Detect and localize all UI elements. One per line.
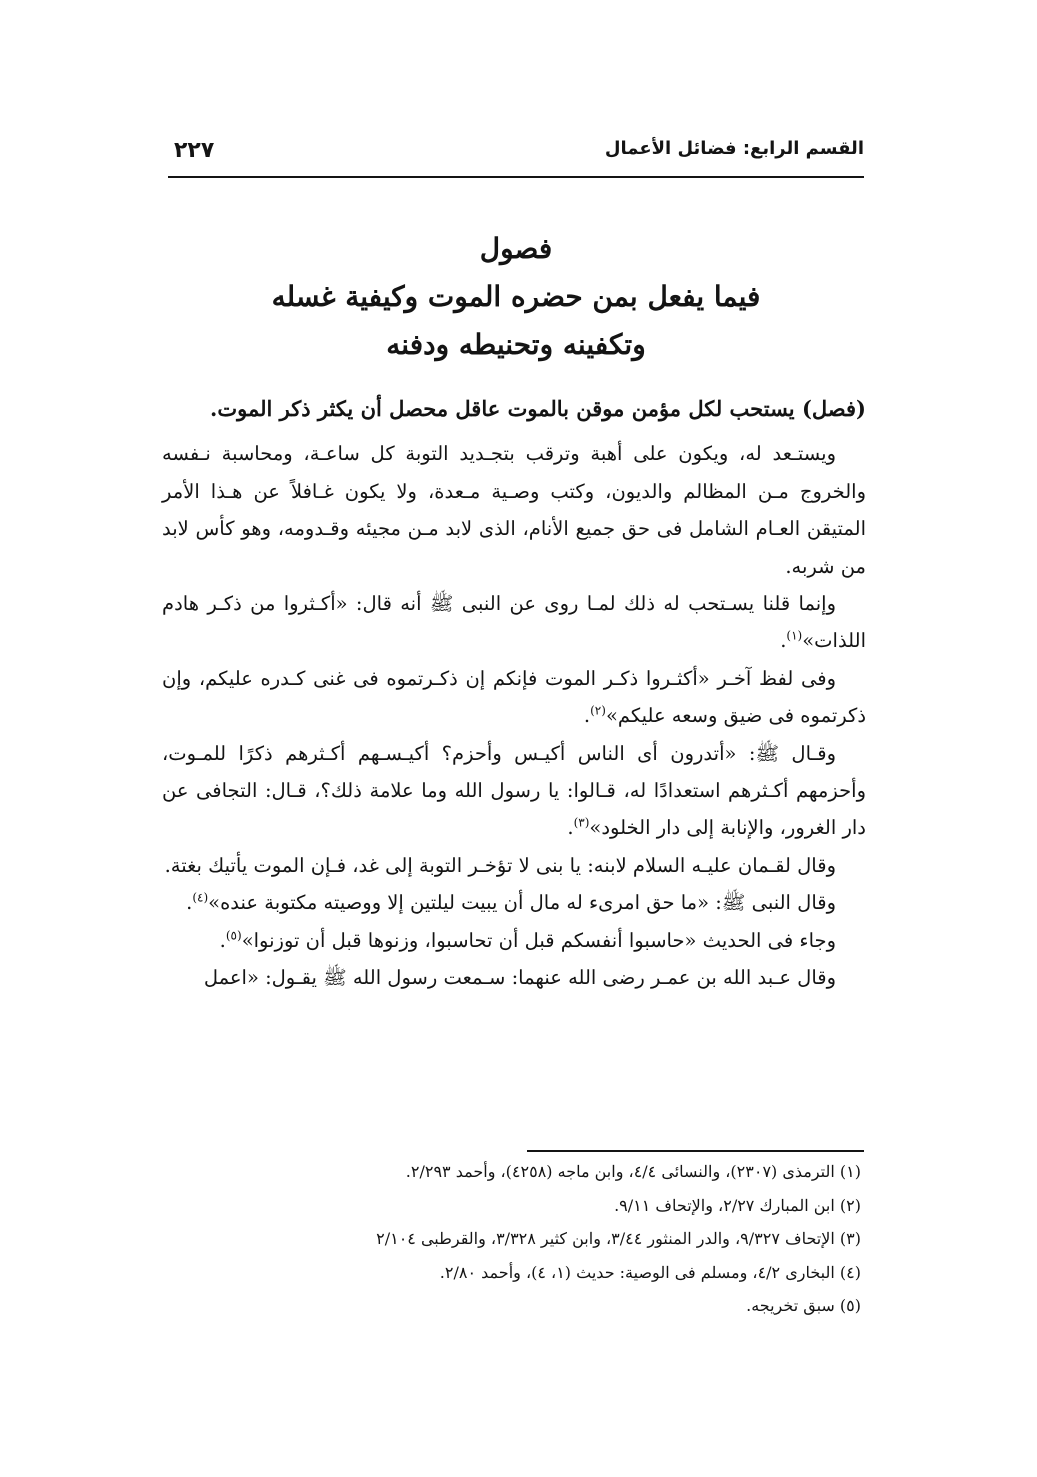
body-paragraph: وقال لقـمان عليـه السلام لابنه: يا بنى لا تؤخـر التوبة إلى غد، فـإن الموت يأتيك بغتة.: [164, 853, 836, 877]
paragraph-text: وإنما قلنا يسـتحب له ذلك لمـا روى عن النبى ﷺ أنه قال: «أكـثروا من ذكـر هادم اللذات»: [162, 592, 866, 653]
body-paragraph: وقال عـبد الله بن عمـر رضى الله عنهما: سـمعت رسول الله ﷺ يقـول: «اعمل: [203, 966, 836, 990]
main-text: [162, 390, 866, 997]
footnote-reference[interactable]: (١): [786, 628, 803, 643]
body-paragraph: وإنما قلنا يسـتحب له ذلك لمـا روى عن النبى ﷺ أنه قال: «أكـثروا من ذكـر هادم اللذات»$^{(١)}$.: [162, 592, 866, 653]
footnote-reference[interactable]: (٤): [192, 890, 209, 905]
footnotes: [221, 1155, 861, 1323]
footnote-reference[interactable]: (٥): [225, 928, 242, 943]
footnote-divider: [527, 1150, 864, 1152]
paragraph-text: وقال النبى ﷺ: «ما حق امرىء له مال أن يبيت ليلتين إلا ووصيته مكتوبة عنده»: [208, 891, 836, 915]
footnote: (١) الترمذى (٢٣٠٧)، والنسائى ٤/٤، وابن ماجه (٤٢٥٨)، وأحمد ٢/٢٩٣.: [405, 1162, 861, 1181]
running-header: [168, 132, 864, 178]
chapter-subheading-line-2: وتكفينه وتحنيطه ودفنه: [386, 328, 646, 361]
footnote: (٥) سبق تخريجه.: [746, 1296, 861, 1315]
paragraph-text: وقـال ﷺ: «أتدرون أى الناس أكيـس وأحزم؟ أكيـسـهم أكـثرهم ذكرًا للمـوت، وأحزمهم أكـثرهم استعدادًا له، قـالوا: يا رسول الله وما علامة ذلك؟، قـال: التجافى عن دار الغرور، والإنابة إلى دار الخلود»: [162, 741, 866, 840]
body-paragraph: وجاء فى الحديث «حاسبوا أنفسكم قبل أن تحاسبوا، وزنوها قبل أن توزنوا»$^{(٥)}$.: [219, 928, 836, 952]
footnote: (٢) ابن المبارك ٢/٢٧، والإتحاف ٩/١١.: [614, 1195, 861, 1215]
body-paragraph: وقال النبى ﷺ: «ما حق امرىء له مال أن يبيت ليلتين إلا ووصيته مكتوبة عنده»$^{(٤)}$.: [186, 890, 836, 915]
paragraph-text: وجاء فى الحديث «حاسبوا أنفسكم قبل أن تحاسبوا، وزنوها قبل أن توزنوا»: [241, 928, 836, 952]
footnote-reference[interactable]: (٢): [590, 703, 606, 718]
footnote-reference[interactable]: (٣): [573, 815, 590, 830]
section-lead-paragraph: (فصل) يستحب لكل مؤمن موقن بالموت عاقل محصل أن يكثر ذكر الموت.: [210, 396, 866, 421]
running-title: القسم الرابع: فضائل الأعمال: [604, 138, 864, 159]
body-paragraph: وقـال ﷺ: «أتدرون أى الناس أكيـس وأحزم؟ أكيـسـهم أكـثرهم ذكرًا للمـوت، وأحزمهم أكـثرهم استعدادًا له، قـالوا: يا رسول الله وما علامة ذلك؟، قـال: التجافى عن دار الغرور، والإنابة إلى دار الخلود»$^{(٣)}$.: [162, 741, 866, 840]
body-paragraph: وفى لفظ آخـر «أكثـروا ذكـر الموت فإنكم إن ذكـرتموه فى غنى كـدره عليكم، وإن ذكرتموه فى ضيق وسعه عليكم»$^{(٢)}$.: [162, 666, 866, 728]
body-paragraph: ويستـعد له، ويكون على أهبة وترقب بتجـديد التوبة كل ساعـة، ومحاسبة نـفسه والخروج مـن المظالم والديون، وكتب وصـية مـعدة، ولا يكون غـافلاً عن هـذا الأمر المتيقن العـام الشامل فى حق جميع الأنام، الذى لابد مـن مجيئه وقـدومه، وهو كأس لابد من شربه.: [162, 442, 866, 578]
footnote: (٤) البخارى ٤/٢، ومسلم فى الوصية: حديث (١، ٤)، وأحمد ٢/٨٠.: [439, 1262, 861, 1282]
page-number: ٢٢٧: [174, 138, 215, 163]
chapter-heading: فصول: [479, 232, 553, 265]
chapter-subheading-line-1: فيما يفعل بمن حضره الموت وكيفية غسله: [271, 280, 761, 313]
paragraph-text: وفى لفظ آخـر «أكثـروا ذكـر الموت فإنكم إن ذكـرتموه فى غنى كـدره عليكم، وإن ذكرتموه فى ضيق وسعه عليكم»: [162, 666, 866, 728]
footnote: (٣) الإتحاف ٩/٣٢٧، والدر المنثور ٣/٤٤، وابن كثير ٣/٣٢٨، والقرطبى ٢/١٠٤: [376, 1229, 861, 1248]
